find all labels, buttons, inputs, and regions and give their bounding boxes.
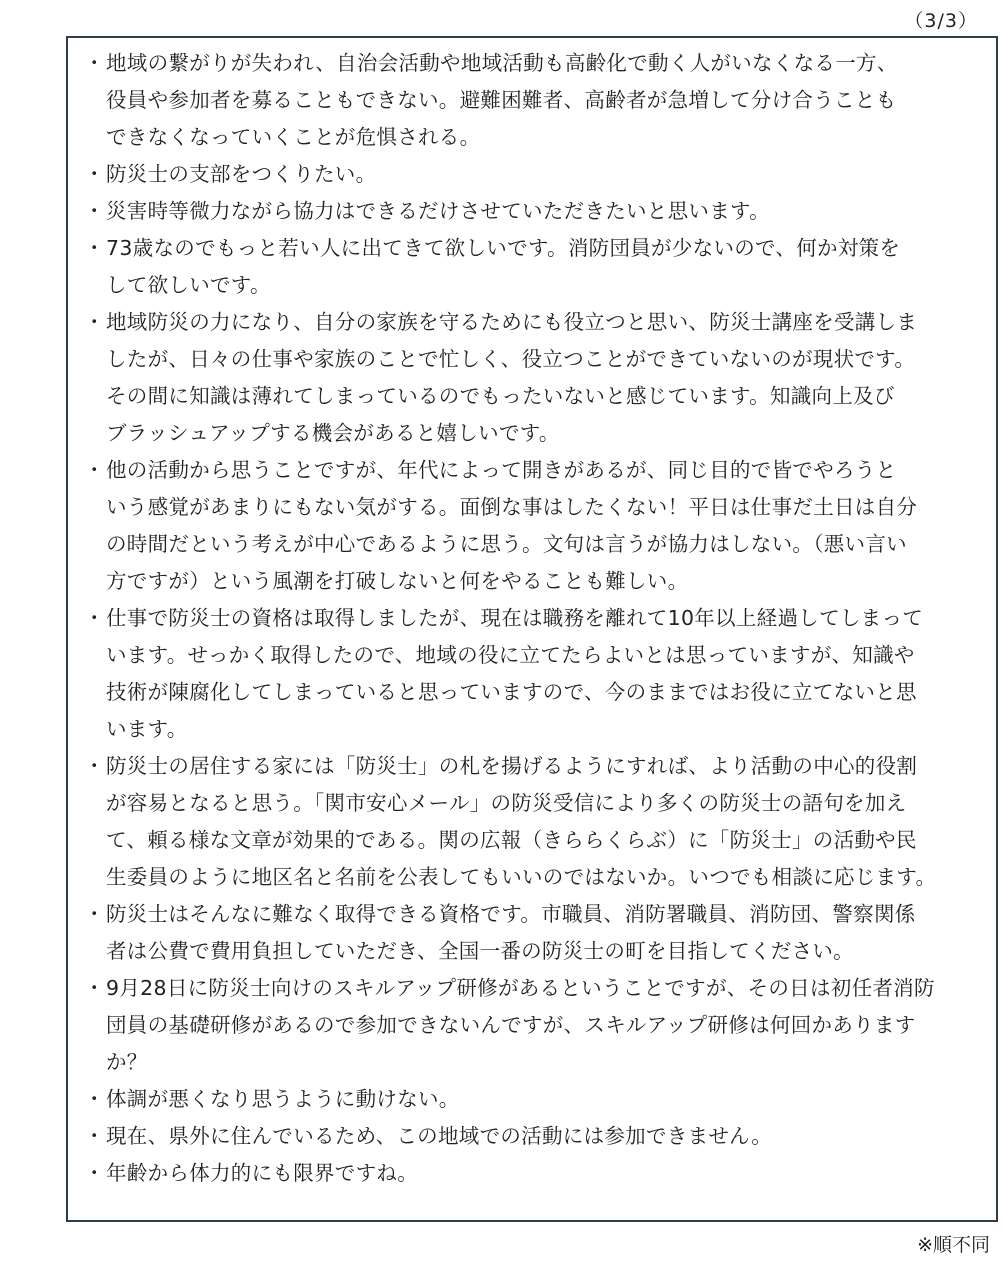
comment-text-line: 生委員のように地区名と名前を公表してもいいのではないか。いつでも相談に応じます。 <box>106 865 937 889</box>
comment-text-line: 災害時等微力ながら協力はできるだけさせていただきたいと思います。 <box>106 199 770 223</box>
bullet-marker: ・ <box>84 1161 105 1185</box>
bullet-marker: ・ <box>84 51 105 75</box>
bullet-marker: ・ <box>84 310 105 334</box>
bullet-marker: ・ <box>84 162 105 186</box>
comment-text-line: 地域防災の力になり、自分の家族を守るためにも役立つと思い、防災士講座を受講しま <box>106 310 918 334</box>
comment-text-line: います。 <box>106 717 188 741</box>
comment-text-line: か？ <box>106 1050 148 1074</box>
bullet-marker: ・ <box>84 458 105 482</box>
comment-text-line: 者は公費で費用負担していただき、全国一番の防災士の町を目指してください。 <box>106 939 854 963</box>
comment-text-line: 地域の繋がりが失われ、自治会活動や地域活動も高齢化で動く人がいなくなる一方、 <box>106 51 898 75</box>
comment-item <box>84 748 964 896</box>
comment-text-line: 現在、県外に住んでいるため、この地域での活動には参加できません。 <box>106 1124 773 1148</box>
comment-text-line: 防災士の居住する家には「防災士」の札を揚げるようにすれば、より活動の中心的役割 <box>106 754 918 778</box>
comment-item <box>84 1118 964 1155</box>
comment-item <box>84 452 964 600</box>
comment-text-line: 役員や参加者を募ることもできない。避難困難者、高齢者が急増して分け合うことも <box>106 88 897 112</box>
comment-text-line: 9月28日に防災士向けのスキルアップ研修があるということですが、その日は初任者消防 <box>106 976 935 1000</box>
comment-item <box>84 1081 964 1118</box>
bullet-marker: ・ <box>84 1087 105 1111</box>
comment-text-line: 仕事で防災士の資格は取得しましたが、現在は職務を離れて10年以上経過してしまって <box>106 606 924 630</box>
comment-text-line: 方ですが）という風潮を打破しないと何をやることも難しい。 <box>106 569 689 593</box>
comment-item <box>84 970 964 1081</box>
bullet-marker: ・ <box>84 199 105 223</box>
comment-item <box>84 230 964 304</box>
comment-item <box>84 45 964 156</box>
order-note: ※順不同 <box>917 1234 990 1256</box>
bullet-marker: ・ <box>84 606 105 630</box>
comment-text-line: て、頼る様な文章が効果的である。関の広報（きららくらぶ）に「防災士」の活動や民 <box>106 828 917 852</box>
comment-text-line: ブラッシュアップする機会があると嬉しいです。 <box>106 421 560 445</box>
comment-list <box>84 45 964 1192</box>
comment-text-line: います。せっかく取得したので、地域の役に立てたらよいとは思っていますが、知識や <box>106 643 915 667</box>
comment-text-line: 団員の基礎研修があるので参加できないんですが、スキルアップ研修は何回かあります <box>106 1013 916 1037</box>
comment-text-line: 73歳なのでもっと若い人に出てきて欲しいです。消防団員が少ないので、何か対策を <box>106 236 901 260</box>
comment-text-line: したが、日々の仕事や家族のことで忙しく、役立つことができていないのが現状です。 <box>106 347 916 371</box>
comment-item <box>84 304 964 452</box>
bullet-marker: ・ <box>84 1124 105 1148</box>
comment-item <box>84 193 964 230</box>
comment-item <box>84 896 964 970</box>
bullet-marker: ・ <box>84 902 105 926</box>
comment-text-line: その間に知識は薄れてしまっているのでもったいないと感じています。知識向上及び <box>106 384 895 408</box>
comment-text-line: 防災士の支部をつくりたい。 <box>106 162 377 186</box>
comment-text-line: 他の活動から思うことですが、年代によって開きがあるが、同じ目的で皆でやろうと <box>106 458 897 482</box>
comment-text-line: できなくなっていくことが危惧される。 <box>106 125 481 149</box>
comment-text-line: して欲しいです。 <box>106 273 271 297</box>
bullet-marker: ・ <box>84 236 105 260</box>
comment-text-line: の時間だという考えが中心であるように思う。文句は言うが協力はしない。（悪い言い <box>106 532 907 556</box>
bullet-marker: ・ <box>84 754 105 778</box>
page-number: （3/3） <box>904 10 978 32</box>
comment-text-line: いう感覚があまりにもない気がする。面倒な事はしたくない！平日は仕事だ土日は自分 <box>106 495 918 519</box>
bullet-marker: ・ <box>84 976 105 1000</box>
comment-text-line: が容易となると思う。「関市安心メール」の防災受信により多くの防災士の語句を加え <box>106 791 907 815</box>
comment-item <box>84 600 964 748</box>
comment-item <box>84 1155 964 1192</box>
comment-text-line: 体調が悪くなり思うように動けない。 <box>106 1087 460 1111</box>
comment-text-line: 年齢から体力的にも限界ですね。 <box>106 1161 418 1185</box>
comment-item <box>84 156 964 193</box>
comments-box <box>66 36 998 1222</box>
comment-text-line: 防災士はそんなに難なく取得できる資格です。市職員、消防署職員、消防団、警察関係 <box>106 902 916 926</box>
comment-text-line: 技術が陳腐化してしまっていると思っていますので、今のままではお役に立てないと思 <box>106 680 917 704</box>
